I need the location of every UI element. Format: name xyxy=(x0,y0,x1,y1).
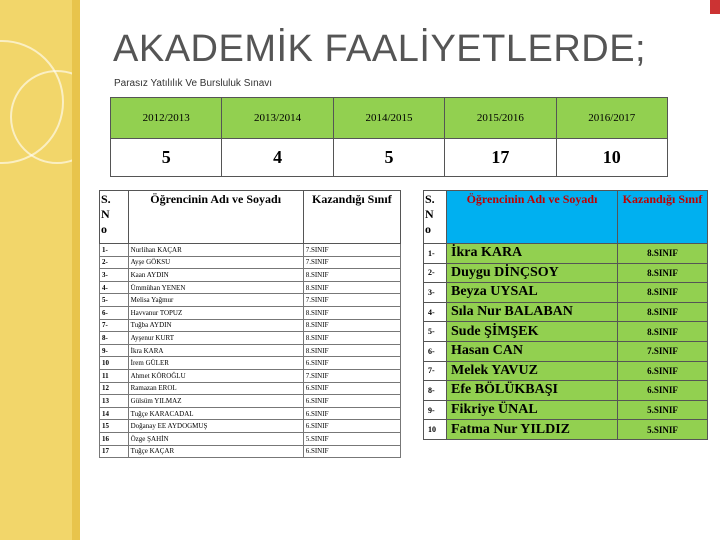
left-students-table xyxy=(99,190,401,458)
class-won: 6.SINIF xyxy=(303,357,400,370)
class-won: 7.SINIF xyxy=(303,369,400,382)
student-name: Sude ŞİMŞEK xyxy=(447,322,618,342)
student-name: Nurlihan KAÇAR xyxy=(128,244,303,257)
row-number: 2- xyxy=(100,256,129,269)
class-won: 6.SINIF xyxy=(303,445,400,458)
right-table-row xyxy=(424,341,708,361)
right-table-row xyxy=(424,283,708,303)
row-number: 9- xyxy=(100,344,129,357)
left-table-row xyxy=(100,319,401,332)
class-won: 7.SINIF xyxy=(303,256,400,269)
left-table-row xyxy=(100,382,401,395)
student-name: Tuğba AYDIN xyxy=(128,319,303,332)
row-number: 5- xyxy=(424,322,447,342)
row-number: 4- xyxy=(424,302,447,322)
decorative-band xyxy=(72,0,80,540)
class-won: 8.SINIF xyxy=(618,244,708,264)
row-number: 6- xyxy=(424,341,447,361)
left-table-row xyxy=(100,344,401,357)
left-header-no: S. N o xyxy=(100,191,129,244)
row-number: 10 xyxy=(424,420,447,440)
row-number: 5- xyxy=(100,294,129,307)
student-name: İkra KARA xyxy=(447,244,618,264)
year-header: 2015/2016 xyxy=(445,98,556,139)
left-table-row xyxy=(100,395,401,408)
class-won: 8.SINIF xyxy=(303,332,400,345)
year-value: 4 xyxy=(222,139,333,177)
right-table-row xyxy=(424,420,708,440)
class-won: 8.SINIF xyxy=(618,283,708,303)
class-won: 6.SINIF xyxy=(618,381,708,401)
student-name: Ayşe GÖKSU xyxy=(128,256,303,269)
left-table-row xyxy=(100,281,401,294)
class-won: 8.SINIF xyxy=(303,344,400,357)
years-table xyxy=(110,97,668,177)
years-value-row xyxy=(111,139,668,177)
left-header-name: Öğrencinin Adı ve Soyadı xyxy=(128,191,303,244)
row-number: 3- xyxy=(100,269,129,282)
left-header-class: Kazandığı Sınıf xyxy=(303,191,400,244)
decorative-sidebar xyxy=(0,0,80,540)
class-won: 6.SINIF xyxy=(303,382,400,395)
year-header: 2016/2017 xyxy=(556,98,667,139)
right-students-table xyxy=(423,190,708,440)
left-header-row xyxy=(100,191,401,244)
student-name: İkra KARA xyxy=(128,344,303,357)
right-table-row xyxy=(424,244,708,264)
student-name: Ahmet KÖROĞLU xyxy=(128,369,303,382)
student-name: Beyza UYSAL xyxy=(447,283,618,303)
row-number: 8- xyxy=(100,332,129,345)
row-number: 6- xyxy=(100,306,129,319)
year-value: 5 xyxy=(111,139,222,177)
student-name: Tuğçe KARACADAL xyxy=(128,407,303,420)
class-won: 7.SINIF xyxy=(303,294,400,307)
row-number: 13 xyxy=(100,395,129,408)
left-table-row xyxy=(100,269,401,282)
year-value: 17 xyxy=(445,139,556,177)
class-won: 8.SINIF xyxy=(618,322,708,342)
right-table-row xyxy=(424,263,708,283)
student-name: Efe BÖLÜKBAŞI xyxy=(447,381,618,401)
student-name: Doğanay EE AYDOGMUŞ xyxy=(128,420,303,433)
left-table-row xyxy=(100,244,401,257)
right-header-class: Kazandığı Sınıf xyxy=(618,191,708,244)
left-table-row xyxy=(100,357,401,370)
left-table-body xyxy=(100,244,401,458)
year-header: 2014/2015 xyxy=(333,98,444,139)
right-header-row xyxy=(424,191,708,244)
student-name: Duygu DİNÇSOY xyxy=(447,263,618,283)
row-number: 1- xyxy=(100,244,129,257)
student-name: Ayşenur KURT xyxy=(128,332,303,345)
class-won: 6.SINIF xyxy=(618,361,708,381)
right-table-row xyxy=(424,322,708,342)
class-won: 5.SINIF xyxy=(303,432,400,445)
student-name: Gülsüm YILMAZ xyxy=(128,395,303,408)
year-value: 5 xyxy=(333,139,444,177)
student-name: Kaan AYDIN xyxy=(128,269,303,282)
row-number: 14 xyxy=(100,407,129,420)
right-table-row xyxy=(424,302,708,322)
left-table-row xyxy=(100,294,401,307)
row-number: 11 xyxy=(100,369,129,382)
class-won: 8.SINIF xyxy=(303,269,400,282)
student-name: Tuğçe KAÇAR xyxy=(128,445,303,458)
student-name: Fatma Nur YILDIZ xyxy=(447,420,618,440)
student-name: Fikriye ÜNAL xyxy=(447,400,618,420)
row-number: 17 xyxy=(100,445,129,458)
year-header: 2013/2014 xyxy=(222,98,333,139)
left-table-row xyxy=(100,256,401,269)
student-name: İrem GÜLER xyxy=(128,357,303,370)
left-table-row xyxy=(100,332,401,345)
left-table-row xyxy=(100,445,401,458)
student-name: Melisa Yağmur xyxy=(128,294,303,307)
page-title: AKADEMİK FAALİYETLERDE; xyxy=(113,28,647,70)
student-name: Ramazan EROL xyxy=(128,382,303,395)
page-subtitle: Parasız Yatılılık Ve Bursluluk Sınavı xyxy=(114,78,273,89)
row-number: 2- xyxy=(424,263,447,283)
row-number: 1- xyxy=(424,244,447,264)
student-name: Havvanur TOPUZ xyxy=(128,306,303,319)
row-number: 7- xyxy=(424,361,447,381)
corner-marker xyxy=(710,0,720,14)
right-table-row xyxy=(424,361,708,381)
class-won: 7.SINIF xyxy=(618,341,708,361)
row-number: 12 xyxy=(100,382,129,395)
student-name: Melek YAVUZ xyxy=(447,361,618,381)
right-header-name: Öğrencinin Adı ve Soyadı xyxy=(447,191,618,244)
class-won: 8.SINIF xyxy=(303,306,400,319)
years-header-row xyxy=(111,98,668,139)
student-name: Hasan CAN xyxy=(447,341,618,361)
class-won: 6.SINIF xyxy=(303,420,400,433)
left-table-row xyxy=(100,420,401,433)
class-won: 5.SINIF xyxy=(618,420,708,440)
row-number: 16 xyxy=(100,432,129,445)
row-number: 3- xyxy=(424,283,447,303)
right-table-row xyxy=(424,400,708,420)
class-won: 6.SINIF xyxy=(303,395,400,408)
class-won: 8.SINIF xyxy=(303,319,400,332)
class-won: 7.SINIF xyxy=(303,244,400,257)
student-name: Sıla Nur BALABAN xyxy=(447,302,618,322)
right-table-body xyxy=(424,244,708,440)
row-number: 9- xyxy=(424,400,447,420)
class-won: 5.SINIF xyxy=(618,400,708,420)
student-name: Özge ŞAHİN xyxy=(128,432,303,445)
class-won: 8.SINIF xyxy=(618,263,708,283)
row-number: 15 xyxy=(100,420,129,433)
class-won: 8.SINIF xyxy=(303,281,400,294)
row-number: 7- xyxy=(100,319,129,332)
class-won: 6.SINIF xyxy=(303,407,400,420)
row-number: 4- xyxy=(100,281,129,294)
row-number: 8- xyxy=(424,381,447,401)
left-table-row xyxy=(100,432,401,445)
row-number: 10 xyxy=(100,357,129,370)
left-table-row xyxy=(100,369,401,382)
right-table-row xyxy=(424,381,708,401)
right-header-no: S. N o xyxy=(424,191,447,244)
class-won: 8.SINIF xyxy=(618,302,708,322)
year-header: 2012/2013 xyxy=(111,98,222,139)
student-name: Ümmühan YENEN xyxy=(128,281,303,294)
left-table-row xyxy=(100,407,401,420)
year-value: 10 xyxy=(556,139,667,177)
left-table-row xyxy=(100,306,401,319)
